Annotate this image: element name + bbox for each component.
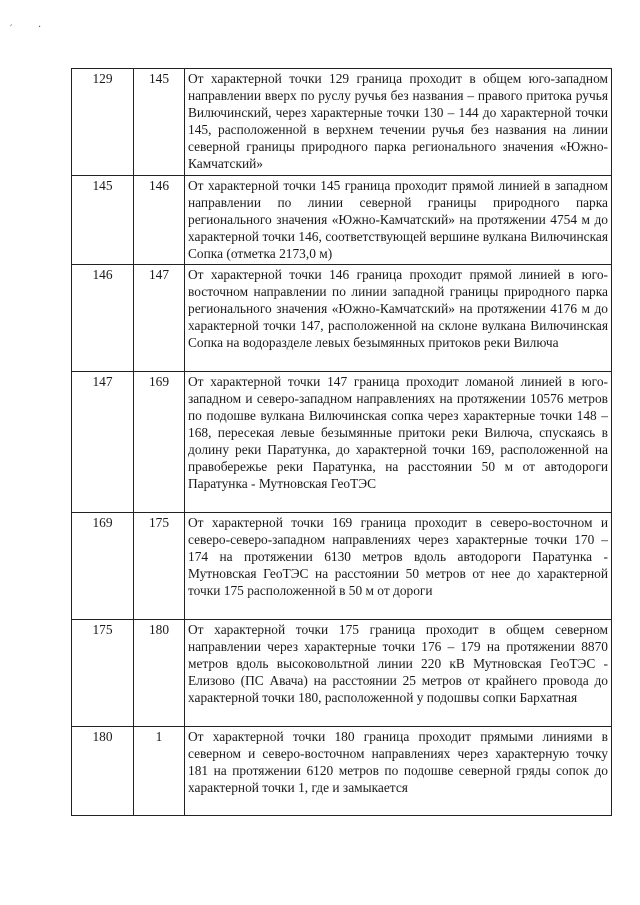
from-point-cell: 169	[72, 513, 134, 620]
to-point-cell: 175	[134, 513, 185, 620]
table-row	[72, 513, 612, 620]
to-point-cell: 180	[134, 620, 185, 727]
to-point-cell: 145	[134, 69, 185, 176]
from-point-cell: 175	[72, 620, 134, 727]
boundary-description-cell: От характерной точки 175 граница проходит в общем северном направлении через характерные точки 176 – 179 на протяжении 8870 метров вдоль высоковольтной линии 220 кВ Мутновская ГеоТЭС - Елизово (ПС Авача) на расстоянии 25 метров от крайнего провода до характерной точки 180, расположенной у подошвы сопки Бархатная	[185, 620, 612, 727]
scan-speck: ·	[38, 22, 42, 33]
from-point-cell: 129	[72, 69, 134, 176]
table-row	[72, 620, 612, 727]
table-row	[72, 727, 612, 816]
from-point-cell: 146	[72, 265, 134, 372]
scan-speck: ′	[10, 24, 13, 35]
to-point-cell: 146	[134, 176, 185, 265]
boundary-description-cell: От характерной точки 129 граница проходит в общем юго-западном направлении вверх по руслу ручья без названия – правого притока ручья Вилючинский, через характерные точки 130 – 144 до характерной точки 145, расположенной в верхнем течении ручья без названия на линии северной границы природного парка регионального значения «Южно-Камчатский»	[185, 69, 612, 176]
boundary-description-cell: От характерной точки 145 граница проходит прямой линией в западном направлении по линии северной границы природного парка регионального значения «Южно-Камчатский» на протяжении 4754 м до характерной точки 146, соответствующей вершине вулкана Вилючинская Сопка (отметка 2173,0 м)	[185, 176, 612, 265]
from-point-cell: 145	[72, 176, 134, 265]
table-row	[72, 372, 612, 513]
table-row	[72, 176, 612, 265]
boundary-description-cell: От характерной точки 169 граница проходит в северо-восточном и северо-северо-западном направлениях через характерные точки 170 – 174 на протяжении 6130 метров вдоль автодороги Паратунка - Мутновская ГеоТЭС на расстоянии 50 метров от нее до характерной точки 175 расположенной в 50 м от дороги	[185, 513, 612, 620]
boundary-description-cell: От характерной точки 180 граница проходит прямыми линиями в северном и северо-восточном направлениях через характерную точку 181 на протяжении 6120 метров по подошве северной гряды сопок до характерной точки 1, где и замыкается	[185, 727, 612, 816]
to-point-cell: 169	[134, 372, 185, 513]
boundary-description-cell: От характерной точки 146 граница проходит прямой линией в юго-восточном направлении по линии западной границы природного парка регионального значения «Южно-Камчатский» на протяжении 4176 м до характерной точки 147, расположенной на склоне вулкана Вилючинская Сопка на водоразделе левых безымянных притоков реки Вилюча	[185, 265, 612, 372]
boundary-description-cell: От характерной точки 147 граница проходит ломаной линией в юго-западном и северо-западном направлениях на протяжении 10576 метров по подошве вулкана Вилючинская сопка через характерные точки 148 – 168, пересекая левые безымянные притоки реки Вилюча, спускаясь в долину реки Паратунка, до характерной точки 169, расположенной на правобережье реки Паратунка, на расстоянии 50 м от автодороги Паратунка - Мутновская ГеоТЭС	[185, 372, 612, 513]
table-row	[72, 265, 612, 372]
to-point-cell: 147	[134, 265, 185, 372]
boundary-description-table	[71, 68, 612, 816]
from-point-cell: 180	[72, 727, 134, 816]
to-point-cell: 1	[134, 727, 185, 816]
table-row	[72, 69, 612, 176]
from-point-cell: 147	[72, 372, 134, 513]
